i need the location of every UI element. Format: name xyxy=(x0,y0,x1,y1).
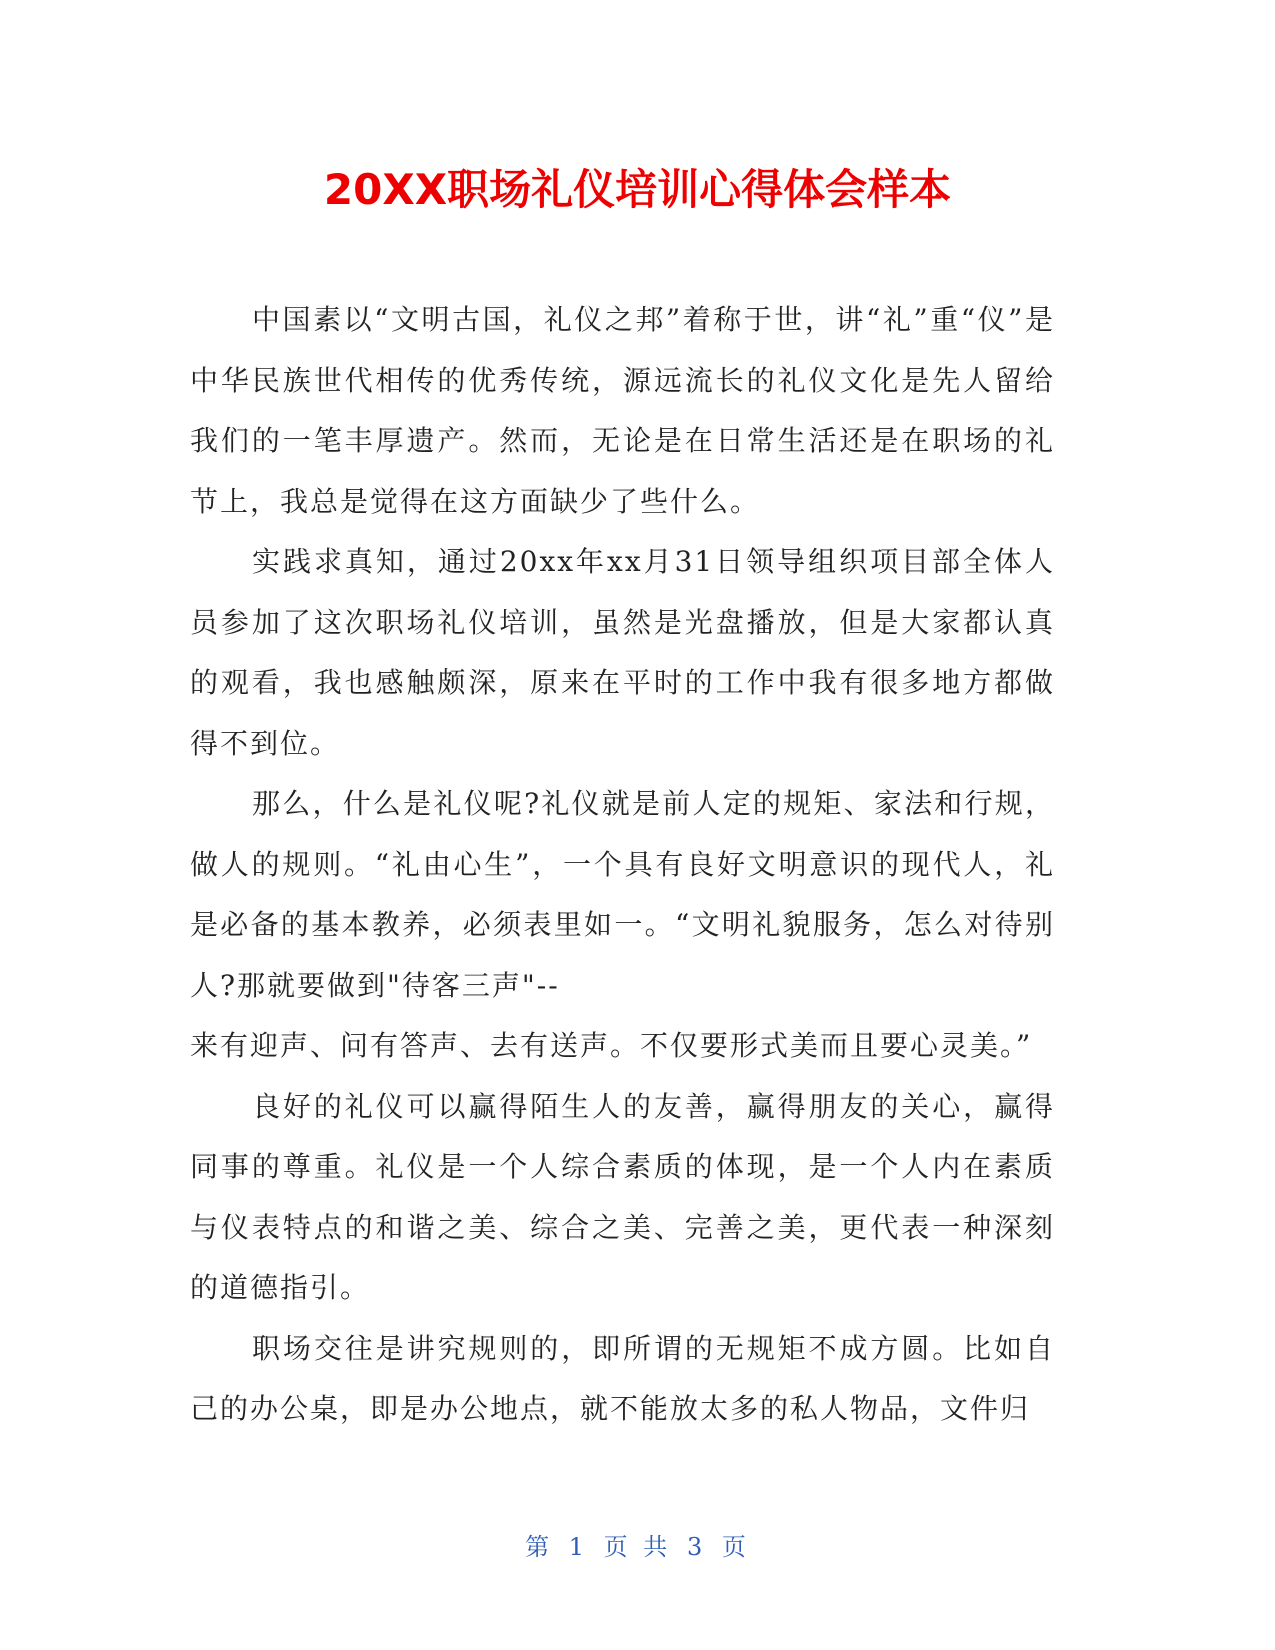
document-title: 20XX职场礼仪培训心得体会样本 xyxy=(323,165,952,214)
paragraph-5: 职场交往是讲究规则的，即所谓的无规矩不成方圆。比如自己的办公桌，即是办公地点，就不能放太多的私人物品，文件归 xyxy=(190,1331,1055,1425)
footer-middle: 页 共 xyxy=(603,1533,672,1561)
document-body xyxy=(190,290,1055,1440)
paragraph-3: 那么，什么是礼仪呢?礼仪就是前人定的规矩、家法和行规，做人的规则。“礼由心生”，一个具有良好文明意识的现代人，礼是必备的基本教养，必须表里如一。“文明礼貌服务，怎么对待别人?那就要做到"待客三声"-- xyxy=(190,787,1055,1002)
page-number-footer xyxy=(0,1532,1275,1562)
footer-total-pages: 3 xyxy=(686,1533,707,1561)
footer-prefix: 第 xyxy=(525,1533,554,1561)
footer-suffix: 页 xyxy=(721,1533,750,1561)
paragraph-4: 良好的礼仪可以赢得陌生人的友善，赢得朋友的关心，赢得同事的尊重。礼仪是一个人综合素质的体现，是一个人内在素质与仪表特点的和谐之美、综合之美、完善之美，更代表一种深刻的道德指引。 xyxy=(190,1089,1055,1304)
footer-current-page: 1 xyxy=(568,1533,589,1561)
paragraph-2: 实践求真知，通过20xx年xx月31日领导组织项目部全体人员参加了这次职场礼仪培训，虽然是光盘播放，但是大家都认真的观看，我也感触颇深，原来在平时的工作中我有很多地方都做得不到位。 xyxy=(190,545,1055,760)
paragraph-3-continuation: 来有迎声、问有答声、去有送声。不仅要形式美而且要心灵美。” xyxy=(190,1029,1033,1062)
paragraph-1: 中国素以“文明古国，礼仪之邦”着称于世，讲“礼”重“仪”是中华民族世代相传的优秀传统，源远流长的礼仪文化是先人留给我们的一笔丰厚遗产。然而，无论是在日常生活还是在职场的礼节上，我总是觉得在这方面缺少了些什么。 xyxy=(190,303,1055,518)
